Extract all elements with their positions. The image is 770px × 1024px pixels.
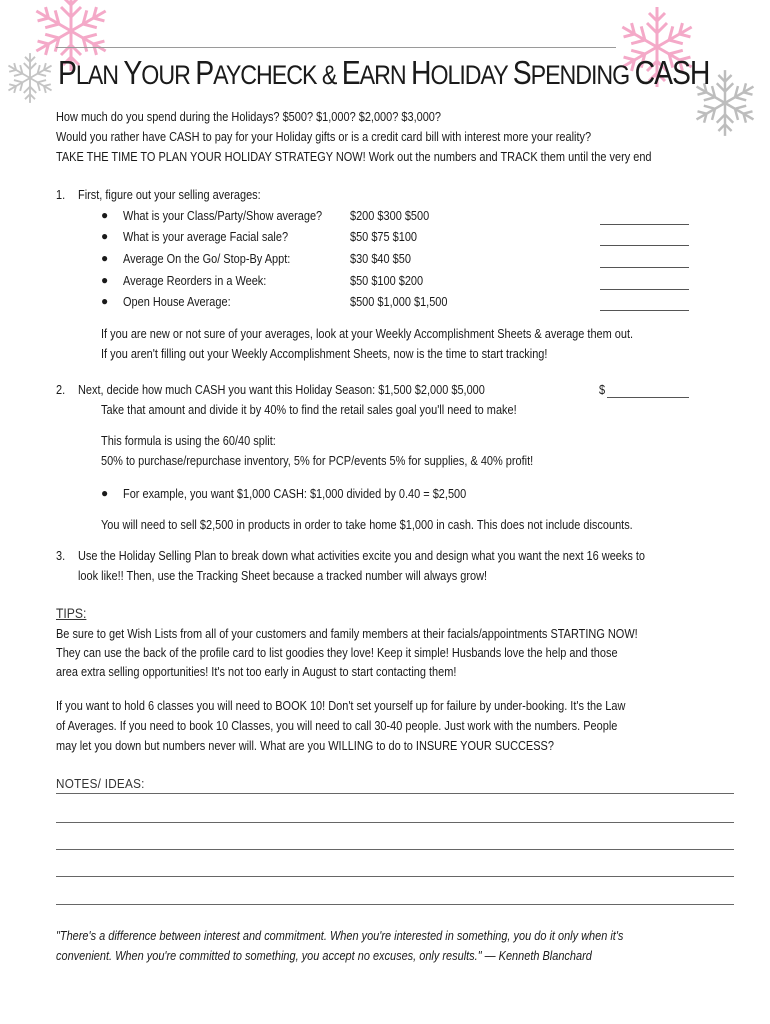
bullet-icon: ●: [101, 294, 109, 308]
step-text: Take that amount and divide it by 40% to find the retail sales goal you'll need to make!: [101, 403, 517, 417]
average-label: Average On the Go/ Stop-By Appt:: [123, 252, 291, 266]
notes-line[interactable]: [56, 876, 734, 877]
notes-line[interactable]: [56, 822, 734, 823]
notes-heading: NOTES/ IDEAS:: [56, 776, 145, 791]
average-values: $500 $1,000 $1,500: [350, 295, 448, 309]
bullet-icon: ●: [101, 251, 109, 265]
answer-blank[interactable]: [600, 245, 689, 246]
quote-line: "There's a difference between interest and commitment. When you're interested in something, you do it only when it's: [56, 929, 624, 943]
answer-blank[interactable]: [600, 267, 689, 268]
cash-goal-blank[interactable]: [607, 397, 689, 398]
intro-line: TAKE THE TIME TO PLAN YOUR HOLIDAY STRATEGY NOW! Work out the numbers and TRACK them until the very end: [56, 150, 652, 164]
dollar-sign: $: [599, 383, 606, 397]
tips-line: area extra selling opportunities! It's not too early in August to start contacting them!: [56, 665, 457, 679]
answer-blank[interactable]: [600, 289, 689, 290]
tips-line: They can use the back of the profile card to list goodies they love! Keep it simple! Husbands love the help and those: [56, 646, 618, 660]
tips-line: Be sure to get Wish Lists from all of your customers and family members at their facials/appointments STARTING NOW!: [56, 627, 638, 641]
average-values: $50 $100 $200: [350, 274, 424, 288]
average-label: What is your average Facial sale?: [123, 230, 289, 244]
step-number: 1.: [56, 188, 66, 202]
bullet-icon: ●: [101, 208, 109, 222]
step-text: Use the Holiday Selling Plan to break down what activities excite you and design what you want the next 16 weeks to: [78, 549, 646, 563]
formula-text: 50% to purchase/repurchase inventory, 5% for PCP/events 5% for supplies, & 40% profit!: [101, 454, 534, 468]
tips-line: of Averages. If you need to book 10 Classes, you will need to call 30-40 people. Just work with the numbers. People: [56, 719, 618, 733]
notes-line[interactable]: [56, 849, 734, 850]
average-values: $50 $75 $100: [350, 230, 418, 244]
note-text: If you aren't filling out your Weekly Accomplishment Sheets, now is the time to start tracking!: [101, 347, 548, 361]
tips-line: may let you down but numbers never will. What are you WILLING to do to INSURE YOUR SUCCESS?: [56, 739, 554, 753]
intro-line: Would you rather have CASH to pay for your Holiday gifts or is a credit card bill with interest more your reality?: [56, 130, 592, 144]
step-number: 3.: [56, 549, 66, 563]
title-rule: [56, 47, 616, 48]
average-values: $30 $40 $50: [350, 252, 411, 266]
tips-heading: TIPS:: [56, 606, 87, 621]
answer-blank[interactable]: [600, 310, 689, 311]
step-text: Next, decide how much CASH you want this Holiday Season: $1,500 $2,000 $5,000: [78, 383, 485, 397]
example-text: For example, you want $1,000 CASH: $1,000 divided by 0.40 = $2,500: [123, 487, 467, 501]
bullet-icon: ●: [101, 229, 109, 243]
note-text: If you are new or not sure of your averages, look at your Weekly Accomplishment Sheets & average them out.: [101, 327, 634, 341]
average-label: What is your Class/Party/Show average?: [123, 209, 323, 223]
page-title: PLAN YOUR PAYCHECK & EARN HOLIDAY SPENDING CASH: [58, 54, 710, 91]
bullet-icon: ●: [101, 273, 109, 287]
snowflake-icon: [2, 50, 58, 106]
average-label: Open House Average:: [123, 295, 231, 309]
step-text: look like!! Then, use the Tracking Sheet because a tracked number will always grow!: [78, 569, 488, 583]
result-text: You will need to sell $2,500 in products in order to take home $1,000 in cash. This does not include discounts.: [101, 518, 633, 532]
notes-line[interactable]: [56, 793, 734, 794]
step-text: First, figure out your selling averages:: [78, 188, 261, 202]
quote-line: convenient. When you're committed to something, you accept no excuses, only results." — Kenneth Blanchard: [56, 949, 592, 963]
intro-line: How much do you spend during the Holidays? $500? $1,000? $2,000? $3,000?: [56, 110, 441, 124]
average-values: $200 $300 $500: [350, 209, 430, 223]
formula-text: This formula is using the 60/40 split:: [101, 434, 276, 448]
tips-line: If you want to hold 6 classes you will need to BOOK 10! Don't set yourself up for failure by under-booking. It's the Law: [56, 699, 626, 713]
average-label: Average Reorders in a Week:: [123, 274, 267, 288]
answer-blank[interactable]: [600, 224, 689, 225]
bullet-icon: ●: [101, 486, 109, 500]
step-number: 2.: [56, 383, 66, 397]
notes-line[interactable]: [56, 904, 734, 905]
